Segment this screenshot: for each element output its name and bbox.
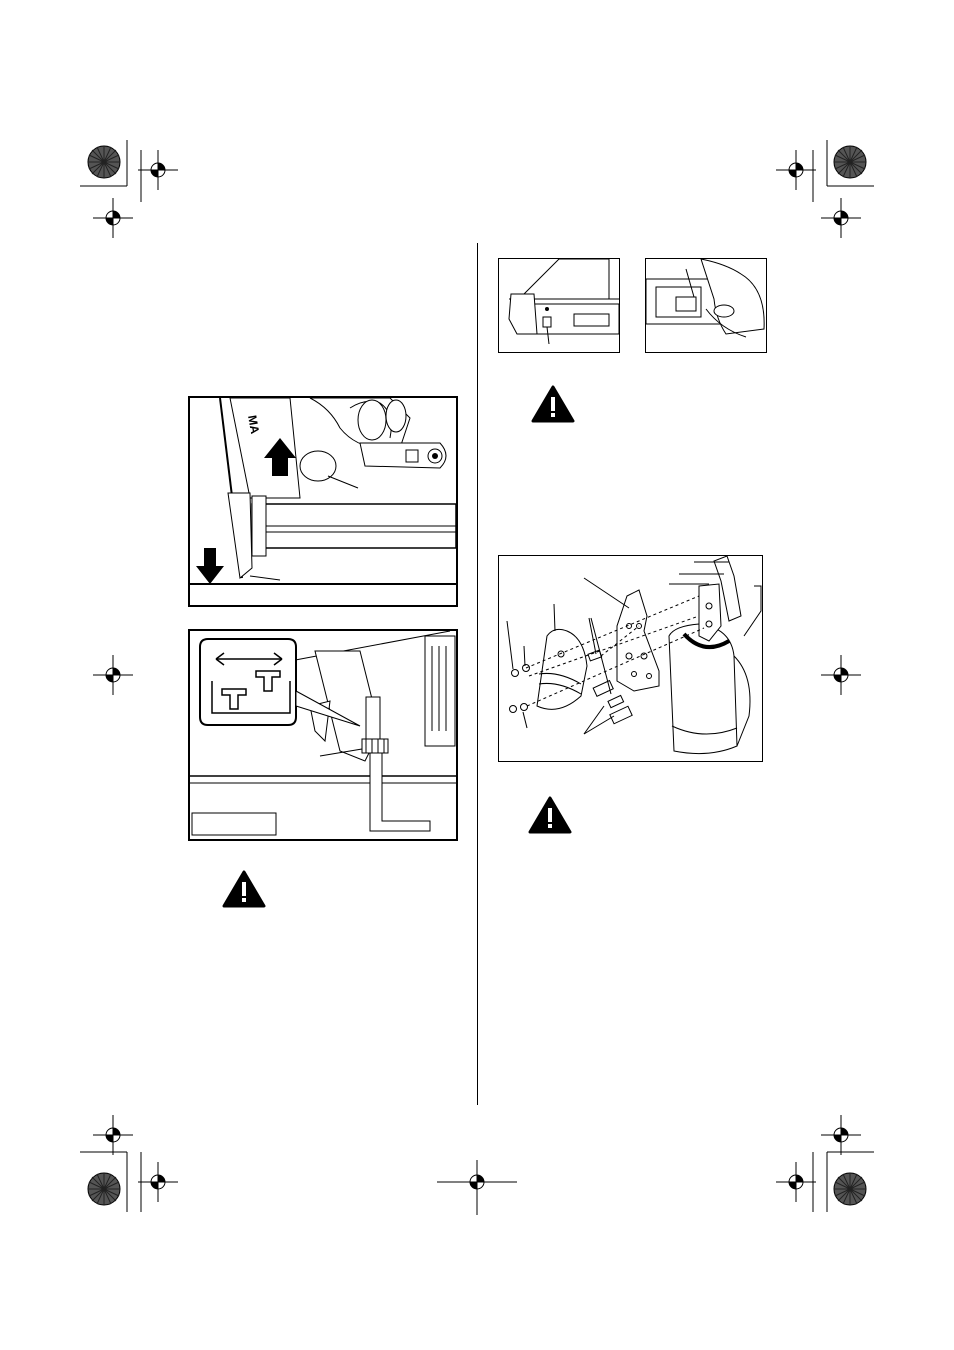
crosshair-registration-icon [821, 1115, 861, 1155]
hand-opening-latch-illustration [646, 259, 766, 352]
figure-exploded-nose-assembly [498, 555, 763, 762]
nailer-nose-side-illustration [499, 259, 619, 352]
nailer-depth-adjust-illustration [190, 631, 456, 839]
figure-nose-latch-hand [645, 258, 767, 353]
crosshair-registration-icon [93, 1115, 133, 1155]
crosshair-registration-icon [93, 655, 133, 695]
figure-depth-adjust [188, 629, 458, 841]
figure-magazine-release [188, 396, 458, 607]
warning-triangle-icon [222, 870, 266, 908]
warning-triangle-icon [531, 385, 575, 423]
bottom-center-crop-lines [397, 1160, 557, 1220]
crosshair-registration-icon [93, 198, 133, 238]
nailer-magazine-release-illustration [190, 398, 456, 605]
crosshair-registration-icon [776, 1162, 816, 1202]
crosshair-registration-icon [138, 1162, 178, 1202]
color-target-top-left [87, 145, 121, 179]
crosshair-registration-icon [821, 655, 861, 695]
color-target-bottom-right [833, 1172, 867, 1206]
svg-text:MA: MA [245, 414, 263, 435]
warning-triangle-icon [528, 796, 572, 834]
exploded-nose-assembly-illustration [499, 556, 762, 761]
color-target-top-right [833, 145, 867, 179]
color-target-bottom-left [87, 1172, 121, 1206]
crosshair-registration-icon [821, 198, 861, 238]
crosshair-registration-icon [138, 150, 178, 190]
crosshair-registration-icon [776, 150, 816, 190]
figure-nose-side-view [498, 258, 620, 353]
column-divider [477, 243, 478, 1105]
